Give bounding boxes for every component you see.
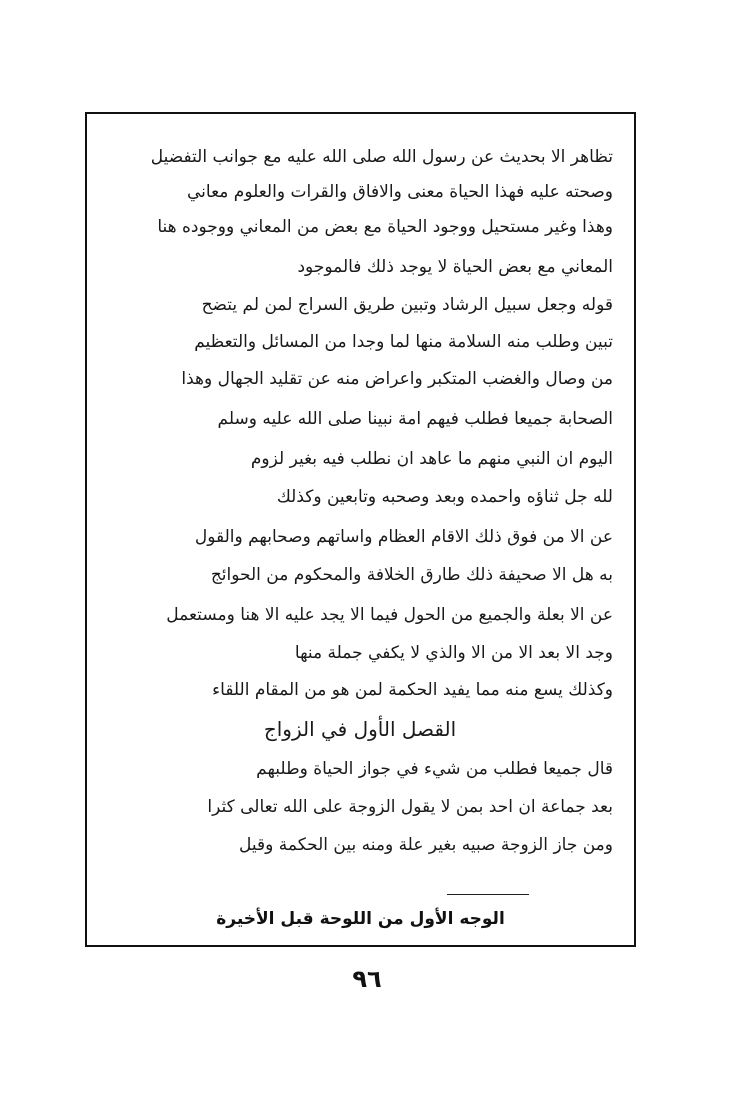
manuscript-line: من وصال والغضب المتكبر واعراض منه عن تقليد الجهال وهذا: [181, 369, 613, 389]
manuscript-text: [107, 142, 613, 902]
manuscript-line: بعد جماعة ان احد بمن لا يقول الزوجة على الله تعالى كثرا: [207, 797, 613, 817]
manuscript-line: عن الا بعلة والجميع من الحول فيما الا يجد عليه الا هنا ومستعمل: [166, 605, 613, 625]
manuscript-line: وكذلك يسع منه مما يفيد الحكمة لمن هو من المقام اللقاء: [212, 680, 613, 700]
manuscript-line: به هل الا صحيفة ذلك طارق الخلافة والمحكوم من الحوائج: [210, 565, 613, 585]
manuscript-line: قوله وجعل سبيل الرشاد وتبين طريق السراج لمن لم يتضح: [201, 295, 613, 315]
manuscript-heading: القصل الأول في الزواج: [263, 717, 457, 741]
text-separator-line: [447, 894, 529, 895]
page-caption: الوجه الأول من اللوحة قبل الأخيرة: [216, 909, 505, 929]
manuscript-frame: [85, 112, 636, 947]
manuscript-line: تبين وطلب منه السلامة منها لما وجدا من المسائل والتعظيم: [194, 332, 613, 352]
manuscript-line: اليوم ان النبي منهم ما عاهد ان نطلب فيه بغير لزوم: [250, 449, 613, 469]
page-number: ٩٦: [352, 965, 382, 993]
manuscript-line: ومن جاز الزوجة صبيه بغير علة ومنه بين الحكمة وقيل: [239, 835, 613, 855]
manuscript-line: تظاهر الا بحديث عن رسول الله صلى الله عليه مع جوانب التفضيل: [150, 147, 613, 167]
manuscript-line: وجد الا بعد الا من الا والذي لا يكفي جملة منها: [294, 643, 613, 663]
manuscript-line: عن الا من فوق ذلك الاقام العظام واساتهم وصحابهم والقول: [194, 527, 613, 547]
manuscript-line: قال جميعا فطلب من شيء في جواز الحياة وطلبهم: [256, 759, 613, 779]
manuscript-line: المعاني مع بعض الحياة لا يوجد ذلك فالموجود: [297, 257, 613, 277]
manuscript-line: الصحابة جميعا فطلب فيهم امة نبينا صلى الله عليه وسلم: [217, 409, 613, 429]
manuscript-line: وصحته عليه فهذا الحياة معنى والافاق والقرات والعلوم معاني: [187, 182, 613, 202]
manuscript-line: وهذا وغير مستحيل ووجود الحياة مع بعض من المعاني ووجوده هنا: [157, 217, 613, 237]
manuscript-line: لله جل ثناؤه واحمده وبعد وصحبه وتابعين وكذلك: [276, 487, 613, 507]
